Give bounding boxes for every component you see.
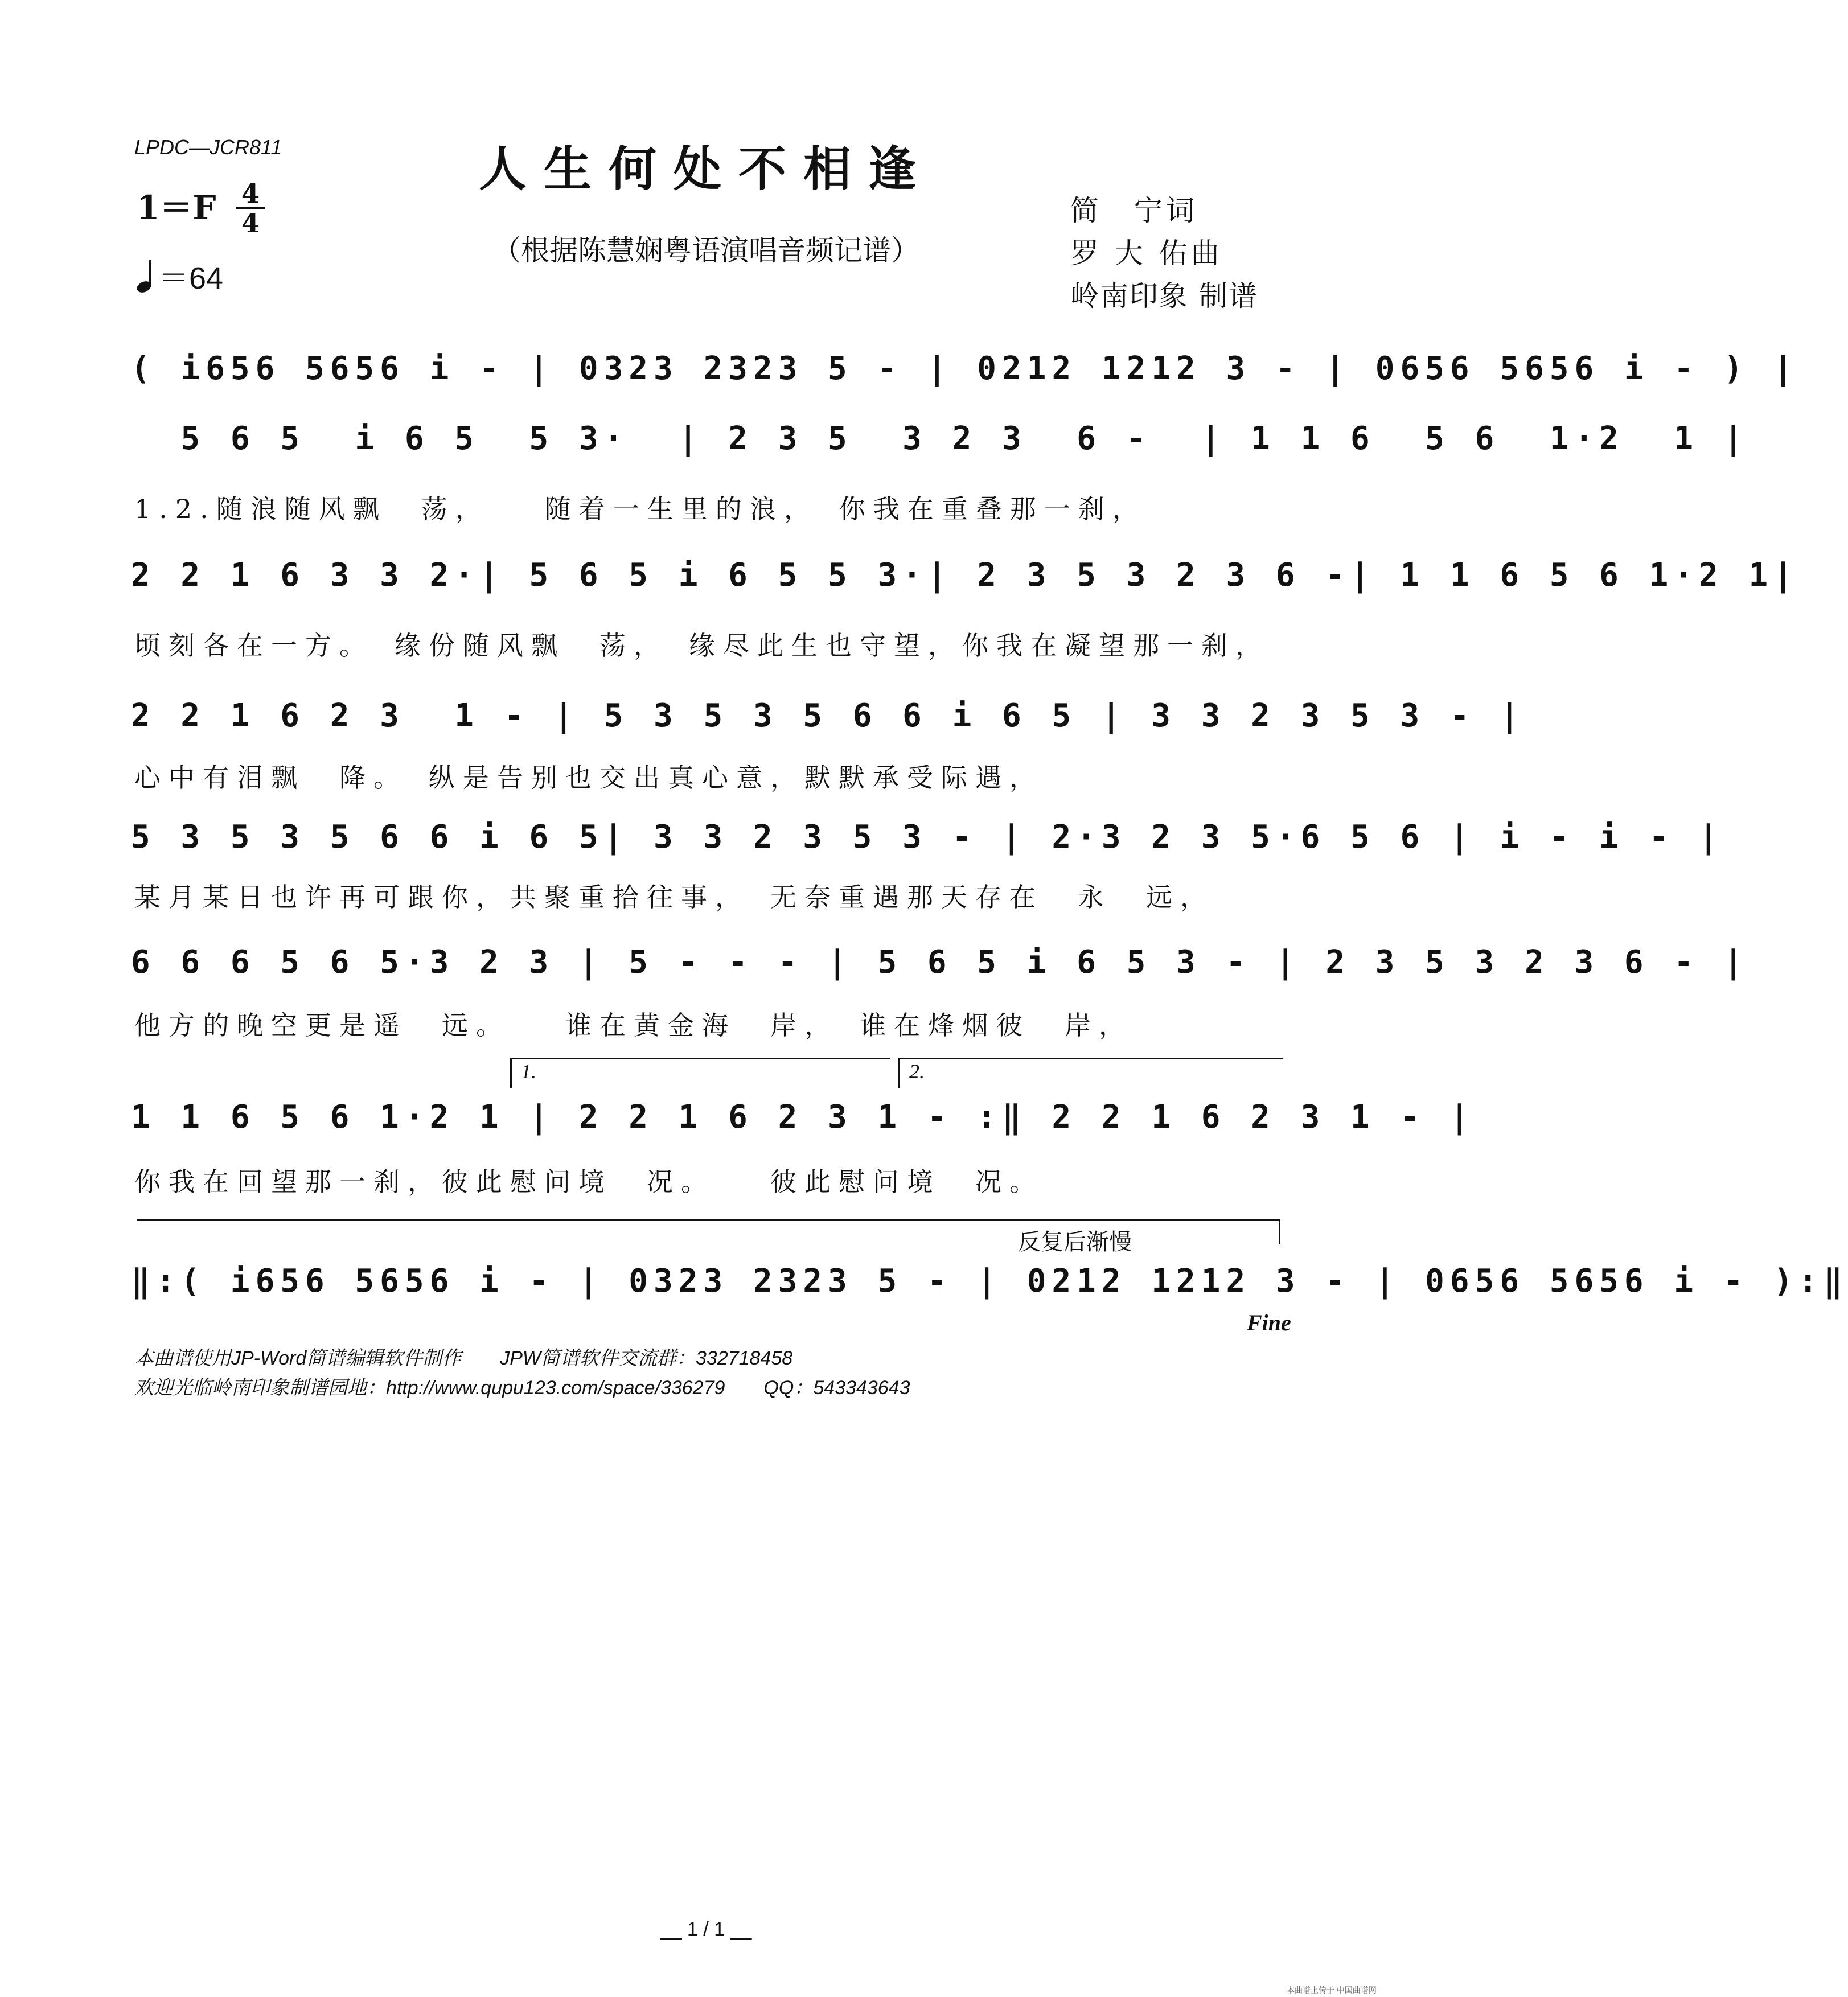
composer-credit: 罗 大 佑曲 (1070, 237, 1223, 270)
score-line-7: 1 1 6 5 6 1·2 1 | 2 2 1 6 2 3 1 - :‖ 2 2 1 6 2 3 1 - | (131, 1099, 1475, 1136)
time-signature (236, 178, 265, 239)
score-line-2: 5 6 5 i 6 5 5 3· | 2 3 5 3 2 3 6 - | 1 1 6 5 6 1·2 1 | (131, 420, 1749, 457)
score-line-3: 2 2 1 6 3 3 2·| 5 6 5 i 6 5 5 3·| 2 3 5 3 2 3 6 -| 1 1 6 5 6 1·2 1| (131, 557, 1798, 594)
song-subtitle: （根据陈慧娴粤语演唱音频记谱） (492, 234, 919, 267)
tempo-marking (137, 254, 223, 298)
volta-second-ending: 2. (898, 1058, 1283, 1088)
fine-marking: Fine (1247, 1310, 1291, 1336)
lyric-line-2: 1.2.随浪随风飘 荡， 随着一生里的浪， 你我在重叠那一刹， (134, 494, 1147, 524)
arranger-credit: 岭南印象 制谱 (1070, 280, 1258, 313)
lyric-line-4: 心中有泪飘 降。 纵是告别也交出真心意，默默承受际遇， (134, 762, 1044, 793)
footer-software-note: 本曲谱使用JP-Word简谱编辑软件制作 JPW简谱软件交流群：332718458 (134, 1347, 793, 1369)
score-line-8: ‖:( i656 5656 i - | 0323 2323 5 - | 0212 1212 3 - | 0656 5656 i - ):‖ (131, 1263, 1848, 1300)
quarter-note-icon (137, 260, 154, 292)
score-line-4: 2 2 1 6 2 3 1 - | 5 3 5 3 5 6 6 i 6 5 | 3 3 2 3 5 3 - | (131, 697, 1525, 734)
key-signature: 1＝F (137, 188, 216, 227)
lyricist-credit: 简 宁词 (1070, 194, 1198, 227)
score-line-5: 5 3 5 3 5 6 6 i 6 5| 3 3 2 3 5 3 - | 2·3 2 3 5·6 5 6 | i - i - | (131, 819, 1724, 856)
lyric-line-6: 他方的晚空更是遥 远。 谁在黄金海 岸， 谁在烽烟彼 岸， (134, 1010, 1133, 1041)
time-signature-bottom: 4 (241, 208, 260, 239)
song-title: 人生何处不相逢 (478, 141, 933, 197)
lyric-line-3: 顷刻各在一方。 缘份随风飘 荡， 缘尽此生也守望，你我在凝望那一刹， (134, 630, 1270, 661)
lyric-line-5: 某月某日也许再可跟你，共聚重拾往事， 无奈重遇那天存在 永 远， (134, 882, 1214, 913)
score-line-6: 6 6 6 5 6 5·3 2 3 | 5 - - - | 5 6 5 i 6 5 3 - | 2 3 5 3 2 3 6 - | (131, 944, 1749, 981)
score-line-1: ( i656 5656 i - | 0323 2323 5 - | 0212 1212 3 - | 0656 5656 i - ) | (131, 350, 1798, 387)
lyric-line-7: 你我在回望那一刹，彼此慰问境 况。 彼此慰问境 况。 (134, 1166, 1044, 1197)
ritardando-marking: 反复后渐慢 (1018, 1230, 1132, 1255)
tempo-value: ＝64 (158, 261, 224, 295)
volta-first-ending: 1. (510, 1058, 890, 1088)
score-code: LPDC—JCR811 (134, 135, 282, 159)
page-number: __ 1 / 1 __ (660, 1918, 752, 1940)
time-signature-top: 4 (241, 178, 260, 209)
footer-contact-note: 欢迎光临岭南印象制谱园地：http://www.qupu123.com/space/336279 QQ：543343643 (134, 1377, 910, 1399)
upload-watermark: 本曲谱上传于 中国曲谱网 (1287, 1986, 1377, 1995)
